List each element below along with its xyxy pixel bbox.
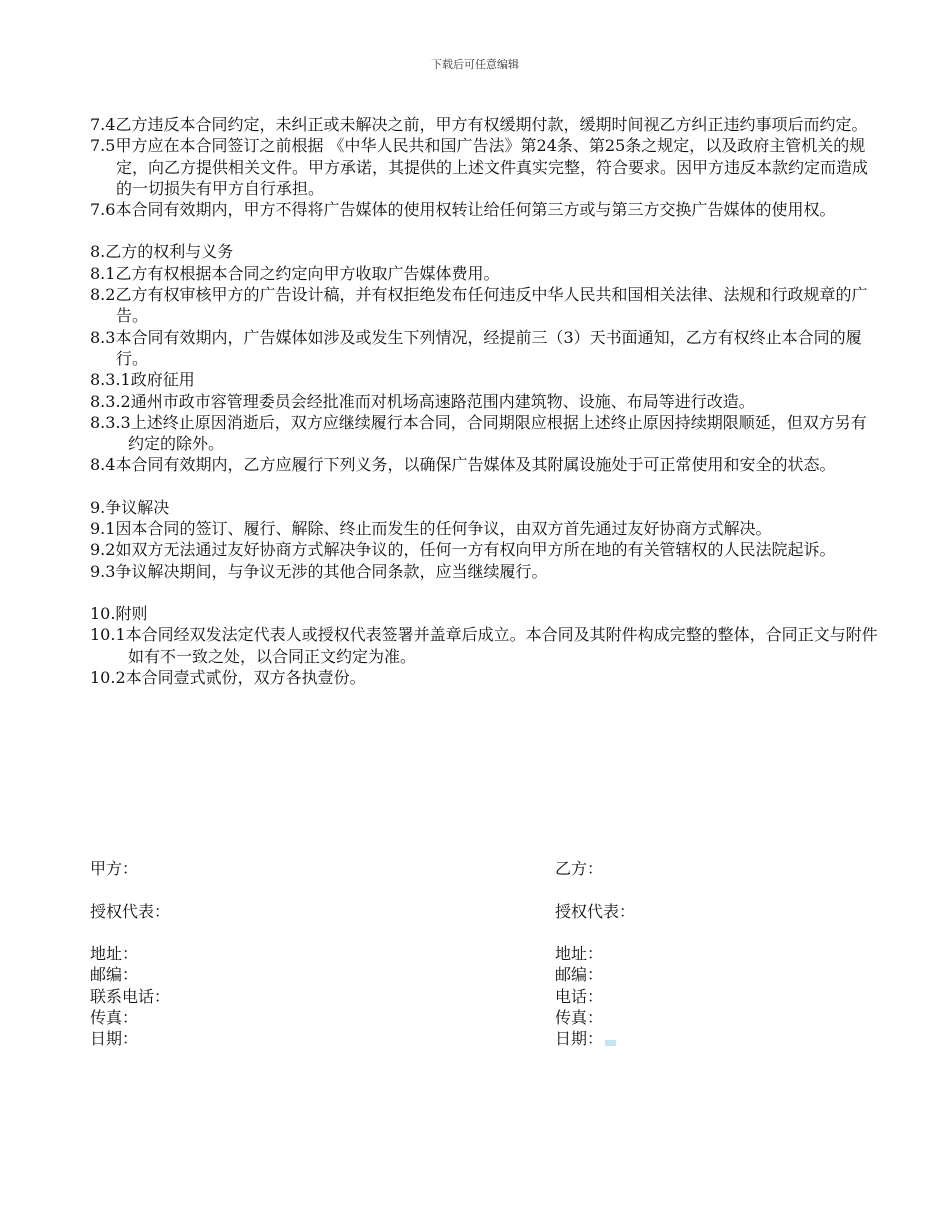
clause-8-4: 8.4本合同有效期内，乙方应履行下列义务，以确保广告媒体及其附属设施处于可正常使用和安全的状态。 [90, 455, 836, 475]
party-b-postcode-label: 邮编： [555, 965, 604, 985]
clause-7-4: 7.4乙方违反本合同约定，未纠正或未解决之前，甲方有权缓期付款，缓期时间视乙方纠正违约事项后而约定。 [90, 115, 868, 134]
party-b-address-label: 地址： [555, 944, 604, 964]
page-header-note: 下载后可任意编辑 [431, 58, 519, 71]
party-a-date-label: 日期： [90, 1029, 139, 1049]
clause-8-3-2: 8.3.2通州市政市容管理委员会经批准而对机场高速路范围内建筑物、设施、布局等进行改造。 [90, 391, 755, 411]
clause-7-6: 7.6本合同有效期内，甲方不得将广告媒体的使用权转让给任何第三方或与第三方交换广告媒体的使用权。 [90, 200, 836, 220]
party-b-fax-label: 传真： [555, 1008, 604, 1028]
clause-9-1: 9.1因本合同的签订、履行、解除、终止而发生的任何争议，由双方首先通过友好协商方式解决。 [90, 519, 772, 539]
section-9-heading: 9.争议解决 [90, 497, 170, 517]
party-b-signature [555, 858, 915, 1050]
party-b-phone-label: 电话： [555, 986, 604, 1006]
contract-body [90, 114, 880, 688]
clause-8-1: 8.1乙方有权根据本合同之约定向甲方收取广告媒体费用。 [90, 263, 500, 283]
party-a-postcode-label: 邮编： [90, 965, 139, 985]
spacer [90, 220, 880, 241]
clause-10-2: 10.2本合同壹式贰份，双方各执壹份。 [90, 667, 366, 687]
clause-8-3: 8.3本合同有效期内，广告媒体如涉及或发生下列情况，经提前三（3）天书面通知，乙方有权终止本合同的履行。 [90, 327, 862, 368]
clause-7-5: 7.5甲方应在本合同签订之前根据 《中华人民共和国广告法》第24条、第25条之规定，以及政府主管机关的规定，向乙方提供相关文件。甲方承诺，其提供的上述文件真实完整，符合要求。因甲方违反本款约定而造成的一切损失有甲方自行承担。 [90, 136, 869, 198]
section-8-heading: 8.乙方的权利与义务 [90, 242, 234, 262]
party-b-rep-label: 授权代表： [555, 901, 636, 921]
clause-8-3-3: 8.3.3上述终止原因消逝后，双方应继续履行本合同，合同期限应根据上述终止原因持续期限顺延，但双方另有约定的除外。 [90, 412, 867, 454]
party-a-fax-label: 传真： [90, 1008, 139, 1028]
text-cursor-marker [605, 1040, 616, 1046]
spacer [90, 582, 880, 603]
clause-8-3-1: 8.3.1政府征用 [90, 370, 195, 390]
clause-9-3: 9.3争议解决期间，与争议无涉的其他合同条款，应当继续履行。 [90, 561, 548, 581]
party-b-label: 乙方： [555, 859, 604, 878]
party-b-date-label: 日期： [555, 1029, 604, 1049]
clause-10-1: 10.1本合同经双发法定代表人或授权代表签署并盖章后成立。本合同及其附件构成完整的整体，合同正文与附件如有不一致之处，以合同正文约定为准。 [90, 625, 878, 666]
section-10-heading: 10.附则 [90, 603, 148, 623]
party-a-phone-label: 联系电话： [90, 986, 171, 1006]
clause-8-2: 8.2乙方有权审核甲方的广告设计稿，并有权拒绝发布任何违反中华人民共和国相关法律、法规和行政规章的广告。 [90, 285, 868, 326]
party-b-date-row [555, 1028, 915, 1049]
party-a-label: 甲方： [90, 859, 139, 878]
party-a-address-label: 地址： [90, 944, 139, 964]
party-a-rep-label: 授权代表： [90, 901, 171, 921]
party-a-signature [90, 858, 450, 1050]
spacer [90, 476, 880, 497]
clause-9-2: 9.2如双方无法通过友好协商方式解决争议的，任何一方有权向甲方所在地的有关管辖权的人民法院起诉。 [90, 540, 836, 560]
